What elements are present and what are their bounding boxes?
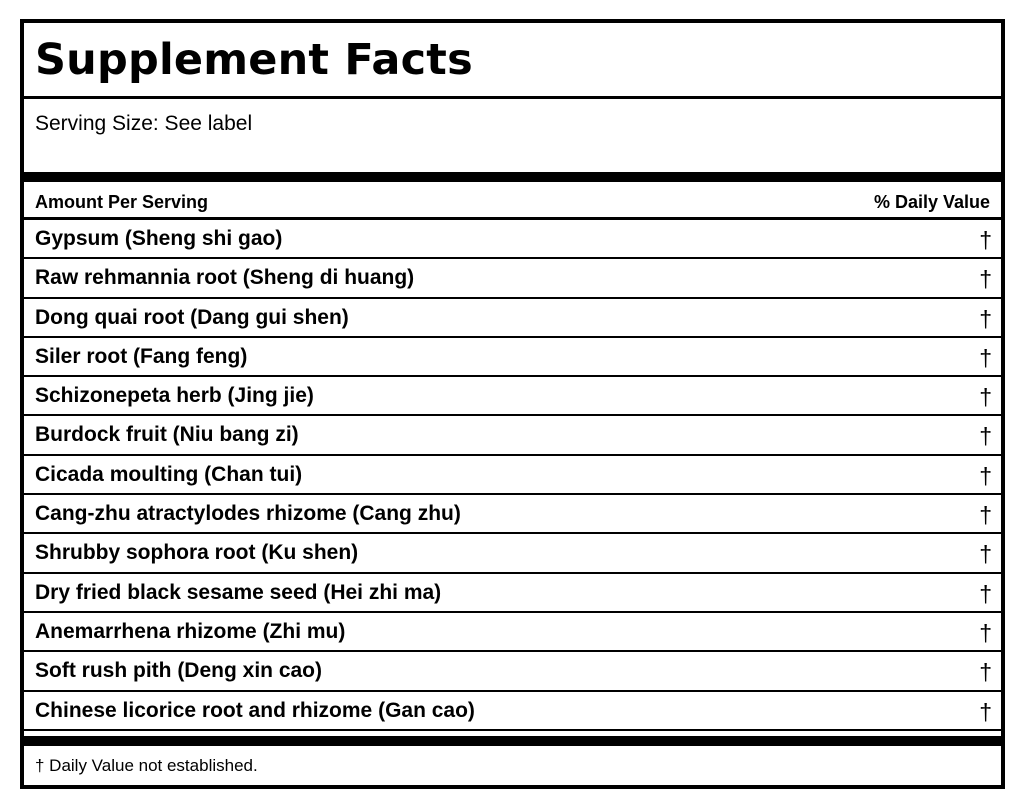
page-title: Supplement Facts [35,35,473,85]
daily-value-mark: † [979,305,992,332]
ingredient-name: Anemarrhena rhizome (Zhi mu) [35,619,346,643]
daily-value-mark: † [979,580,992,607]
ingredient-name: Soft rush pith (Deng xin cao) [35,659,322,683]
footnote: † Daily Value not established. [35,756,258,775]
title-block [24,23,1001,99]
daily-value-mark: † [979,502,992,529]
daily-value-mark: † [979,462,992,489]
daily-value-header: % Daily Value [873,192,990,212]
ingredient-name: Dong quai root (Dang gui shen) [35,305,349,329]
daily-value-mark: † [979,344,992,371]
table-row [24,299,1001,338]
amount-per-serving-header: Amount Per Serving [35,192,209,212]
table-row [24,456,1001,495]
serving-size: Serving Size: See label [35,112,253,135]
table-row [24,613,1001,652]
ingredient-name: Gypsum (Sheng shi gao) [35,227,283,250]
table-row [24,416,1001,455]
thick-divider-top [24,172,1001,182]
table-header [24,182,1001,220]
table-row [24,495,1001,534]
supplement-facts-panel [20,19,1005,789]
table-row [24,220,1001,259]
daily-value-mark: † [979,227,992,253]
daily-value-mark: † [979,659,992,686]
table-row [24,692,1001,731]
daily-value-mark: † [979,698,992,725]
ingredient-name: Dry fried black sesame seed (Hei zhi ma) [35,580,442,604]
ingredient-name: Schizonepeta herb (Jing jie) [35,384,314,408]
daily-value-mark: † [979,266,992,293]
table-row [24,652,1001,691]
table-row [24,534,1001,573]
ingredient-name: Chinese licorice root and rhizome (Gan cao) [35,698,475,722]
table-row [24,338,1001,377]
ingredient-name: Cicada moulting (Chan tui) [35,462,303,486]
ingredient-name: Shrubby sophora root (Ku shen) [35,541,359,565]
ingredient-name: Raw rehmannia root (Sheng di huang) [35,266,415,290]
daily-value-mark: † [979,541,992,568]
ingredient-name: Cang-zhu atractylodes rhizome (Cang zhu) [35,502,461,526]
thick-divider-bottom [24,736,1001,746]
table-row [24,259,1001,298]
ingredient-name: Siler root (Fang feng) [35,344,248,368]
ingredient-list [24,220,1001,731]
daily-value-mark: † [979,384,992,411]
daily-value-mark: † [979,423,992,450]
table-row [24,377,1001,416]
daily-value-mark: † [979,619,992,646]
table-row [24,574,1001,613]
ingredient-name: Burdock fruit (Niu bang zi) [35,423,299,447]
